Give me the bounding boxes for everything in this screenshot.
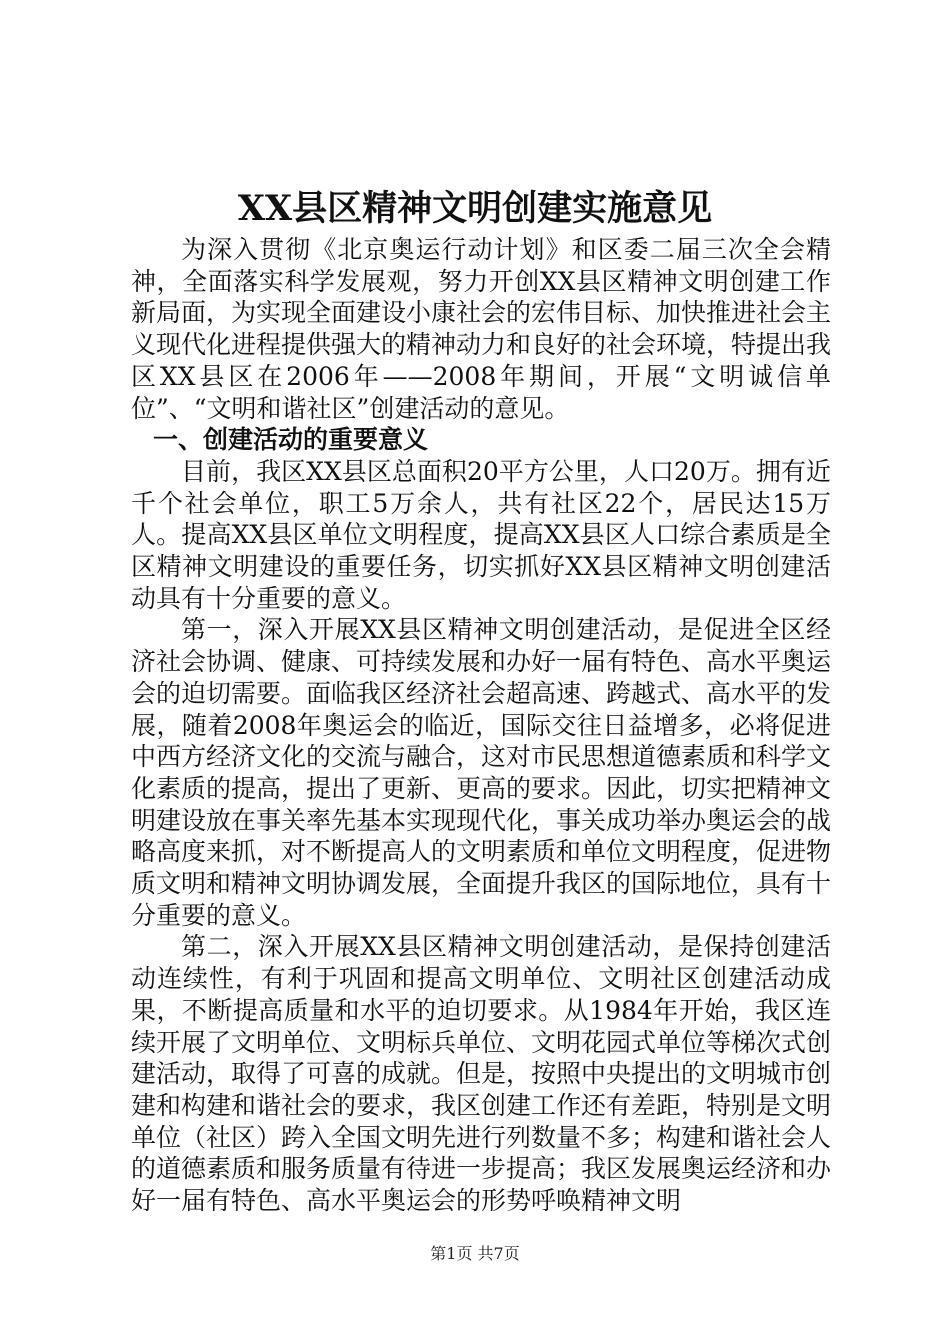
body-paragraph: 第一，深入开展XX县区精神文明创建活动，是促进全区经济社会协调、健康、可持续发展和办好一届有特色、高水平奥运会的迫切需要。面临我区经济社会超高速、跨越式、高水平的发展，随着2008年奥运会的临近，国际交往日益增多，必将促进中西方经济文化的交流与融合，这对市民思想道德素质和科学文化素质的提高，提出了更新、更高的要求。因此，切实把精神文明建设放在事关率先基本实现现代化，事关成功举办奥运会的战略高度来抓，对不断提高人的文明素质和单位文明程度，促进物质文明和精神文明协调发展，全面提升我区的国际地位，具有十分重要的意义。 — [131, 615, 832, 930]
page-number-footer: 第1页 共7页 — [430, 1244, 520, 1263]
document-body — [131, 234, 831, 1217]
body-paragraph: 第二，深入开展XX县区精神文明创建活动，是保持创建活动连续性，有利于巩固和提高文明单位、文明社区创建活动成果，不断提高质量和水平的迫切要求。从1984年开始，我区连续开展了文明单位、文明标兵单位、文明花园式单位等梯次式创建活动，取得了可喜的成就。但是，按照中央提出的文明城市创建和构建和谐社会的要求，我区创建工作还有差距，特别是文明单位（社区）跨入全国文明先进行列数量不多；构建和谐社会人的道德素质和服务质量有待进一步提高；我区发展奥运经济和办好一届有特色、高水平奥运会的形势呼唤精神文明 — [131, 932, 832, 1216]
document-title: XX县区精神文明创建实施意见 — [237, 188, 713, 229]
section-heading: 一、创建活动的重要意义 — [153, 425, 429, 455]
body-paragraph: 目前，我区XX县区总面积20平方公里，人口20万。拥有近千个社会单位，职工5万余人，共有社区22个，居民达15万人。提高XX县区单位文明程度，提高XX县区人口综合素质是全区精神文明建设的重要任务，切实抓好XX县区精神文明创建活动具有十分重要的意义。 — [131, 456, 831, 613]
intro-paragraph: 为深入贯彻《北京奥运行动计划》和区委二届三次全会精神，全面落实科学发展观，努力开创XX县区精神文明创建工作新局面，为实现全面建设小康社会的宏伟目标、加快推进社会主义现代化进程提供强大的精神动力和良好的社会环境，特提出我区XX县区在2006年——2008年期间，开展“文明诚信单位”、“文明和谐社区”创建活动的意见。 — [131, 235, 832, 423]
